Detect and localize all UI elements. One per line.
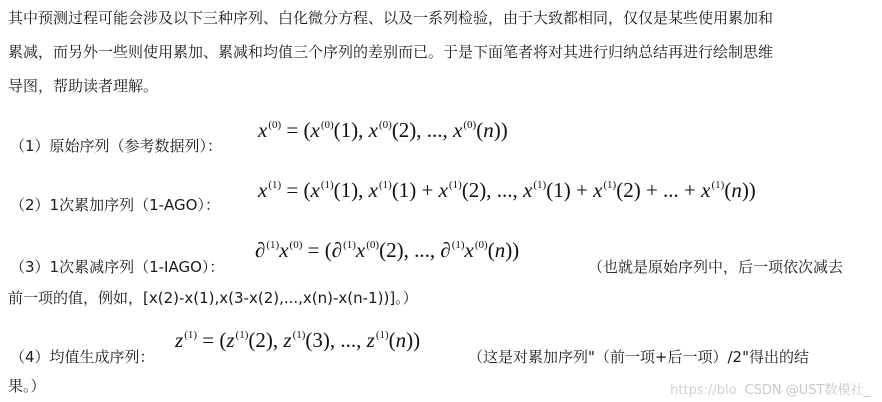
item-3-label: （3）1次累减序列（1-IAGO）： bbox=[10, 258, 225, 276]
csdn-watermark bbox=[670, 379, 870, 398]
watermark-text: CSDN @UST数模社_ bbox=[744, 383, 870, 398]
item-4-note-continued: 果。） bbox=[8, 377, 46, 395]
item-3-note-continued: 前一项的值，例如，[x(2)-x(1),x(3-x(2),...,x(n)-x(n-1))]。） bbox=[8, 289, 418, 307]
item-4-note: （这是对累加序列"（前一项+后一项）/2"得出的结 bbox=[468, 348, 809, 366]
item-2-formula: $x^{(1)} = (x^{(1)}(1)$, $x^{(1)}(1) + x^{(1)}(2)$, ..., $x^{(1)}(1) + x^{(1)}(2)$ + ... + $x^{(1)}(n)$) bbox=[258, 178, 756, 202]
item-4-formula: $z^{(1)} = (z^{(1)}(2)$, $z^{(1)}(3)$, ..., $z^{(1)}(n)$) bbox=[175, 328, 421, 352]
item-1-label: （1）原始序列（参考数据列）： bbox=[10, 137, 223, 155]
item-4-label: （4）均值生成序列： bbox=[10, 348, 155, 366]
item-3-note: （也就是原始序列中，后一项依次减去 bbox=[588, 258, 844, 276]
intro-line-2: 累减，而另外一些则使用累加、累减和均值三个序列的差别而已。于是下面笔者将对其进行归纳总结再进行绘制思维 bbox=[8, 43, 774, 61]
intro-line-1: 其中预测过程可能会涉及以下三种序列、白化微分方程、以及一系列检验，由于大致都相同，仅仅是某些使用累加和 bbox=[8, 9, 774, 27]
watermark-blog-url: https://blo bbox=[670, 383, 737, 398]
intro-line-3: 导图，帮助读者理解。 bbox=[8, 77, 159, 95]
item-3-formula: $\partial^{(1)}x^{(0)} = (\partial^{(1)}x^{(0)}(2)$, ..., $\partial^{(1)}x^{(0)}(n)$) bbox=[255, 238, 520, 262]
item-1-formula: $x^{(0)} = (x^{(0)}(1)$, $x^{(0)}(2)$, ..., $x^{(0)}(n)$) bbox=[258, 118, 508, 142]
item-2-label: （2）1次累加序列（1-AGO）： bbox=[10, 196, 220, 214]
